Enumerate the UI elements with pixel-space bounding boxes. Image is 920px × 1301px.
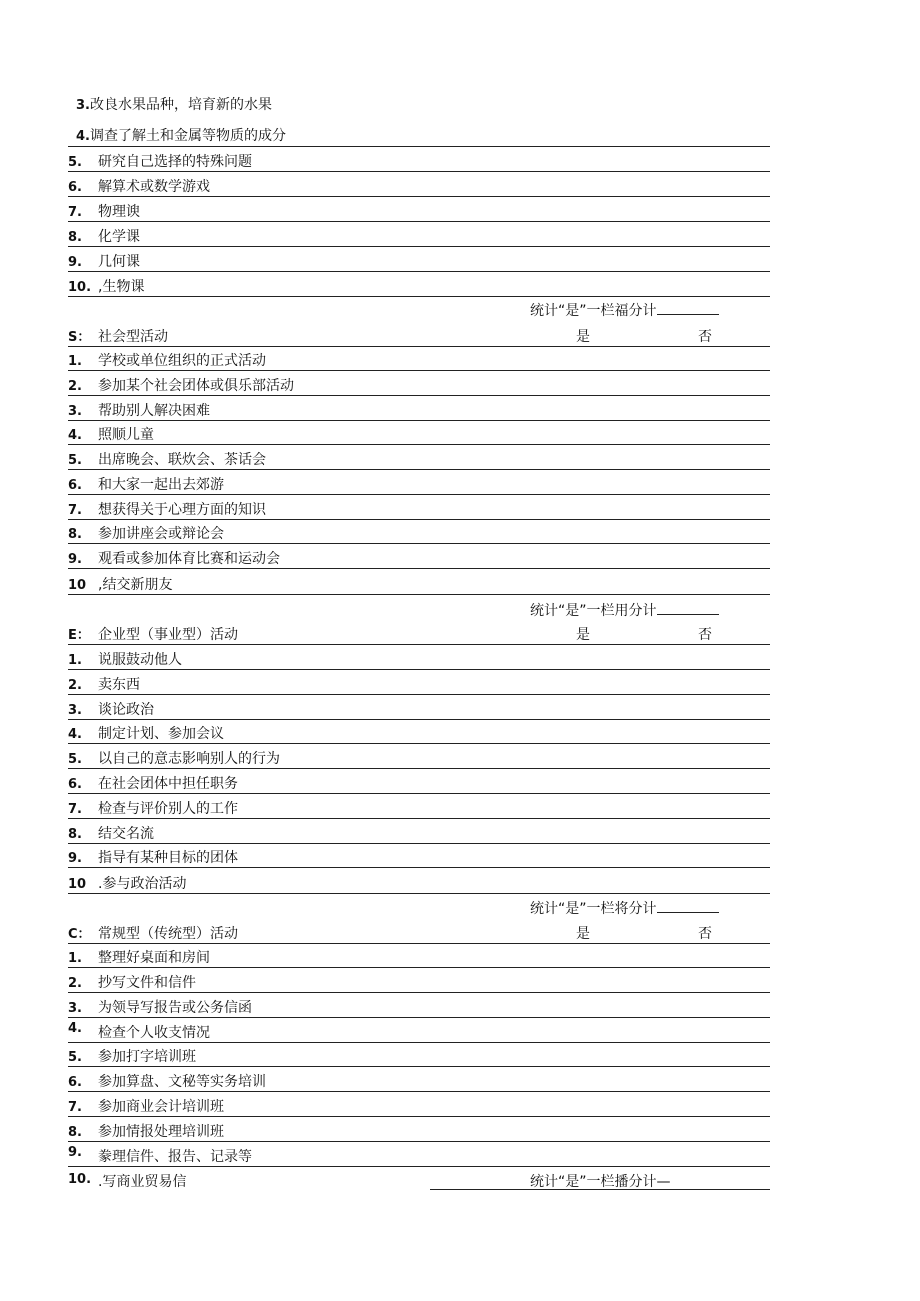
tally-line: 统计“是”一栏播分计— bbox=[530, 1174, 671, 1190]
list-item: 6. 参加算盘、文秘等实务培训 bbox=[68, 1073, 770, 1092]
list-item: 9. 豢理信件、报告、记录等 bbox=[68, 1148, 770, 1167]
list-item: 5. 参加打字培训班 bbox=[68, 1048, 770, 1067]
section-header-c: C： 常规型（传统型）活动 是 否 bbox=[68, 925, 770, 944]
section-header-s: S： 社会型活动 是 否 bbox=[68, 328, 770, 347]
list-item: 10. .写商业贸易信 bbox=[68, 1172, 187, 1190]
tally-line: 统计“是”一栏将分计 bbox=[530, 900, 719, 918]
section-header-e: E： 企业型（事业型）活动 是 否 bbox=[68, 626, 770, 645]
list-item: 7. 物理谀 bbox=[68, 203, 770, 222]
yes-column-label: 是 bbox=[576, 329, 590, 345]
list-item: 7. 想获得关于心理方面的知识 bbox=[68, 501, 770, 520]
list-item: 8. 参加讲座会或辩论会 bbox=[68, 525, 770, 544]
list-item: 5. 出席晚会、联炊会、茶话会 bbox=[68, 451, 770, 470]
yes-column-label: 是 bbox=[576, 627, 590, 643]
preface-item: 4.调查了解土和金属等物质的成分 bbox=[76, 128, 286, 144]
list-item: 2. 抄写文件和信件 bbox=[68, 974, 770, 993]
list-item: 10. ,生物课 bbox=[68, 278, 770, 297]
list-item: 4. 照顺儿童 bbox=[68, 426, 770, 445]
tally-blank[interactable] bbox=[657, 900, 719, 913]
tally-line: 统计“是”一栏福分计 bbox=[530, 302, 719, 320]
list-item: 2. 卖东西 bbox=[68, 676, 770, 695]
list-item: 4. 检查个人收支情况 bbox=[68, 1024, 770, 1043]
list-item: 1. 学校或单位组织的正式活动 bbox=[68, 352, 770, 371]
no-column-label: 否 bbox=[698, 329, 712, 345]
list-item: 3. 为领导写报告或公务信函 bbox=[68, 999, 770, 1018]
list-item: 5. 以自己的意志影响别人的行为 bbox=[68, 750, 770, 769]
list-item: 1. 整理好桌面和房间 bbox=[68, 949, 770, 968]
list-item: 3. 帮助别人解决困难 bbox=[68, 402, 770, 421]
list-item: 7. 检查与评价别人的工作 bbox=[68, 800, 770, 819]
list-item: 9. 几何课 bbox=[68, 253, 770, 272]
row-divider bbox=[68, 146, 770, 147]
list-item: 4. 制定计划、参加会议 bbox=[68, 725, 770, 744]
preface-item: 3.改良水果品种，培育新的水果 bbox=[76, 97, 272, 113]
tally-line: 统计“是”一栏用分计 bbox=[530, 602, 719, 620]
tally-blank[interactable] bbox=[430, 1189, 770, 1190]
tally-blank[interactable] bbox=[657, 602, 719, 615]
list-item: 5. 研究自己选择的特殊问题 bbox=[68, 153, 770, 172]
list-item: 9. 指导有某种目标的团体 bbox=[68, 849, 770, 868]
list-item: 6. 在社会团体中担任职务 bbox=[68, 775, 770, 794]
list-item: 6. 和大家一起出去郊游 bbox=[68, 476, 770, 495]
list-item: 6. 解算术或数学游戏 bbox=[68, 178, 770, 197]
yes-column-label: 是 bbox=[576, 926, 590, 942]
list-item: 1. 说服鼓动他人 bbox=[68, 651, 770, 670]
no-column-label: 否 bbox=[698, 926, 712, 942]
list-item: 8. 参加情报处理培训班 bbox=[68, 1123, 770, 1142]
no-column-label: 否 bbox=[698, 627, 712, 643]
list-item: 8. 结交名流 bbox=[68, 825, 770, 844]
list-item: 9. 观看或参加体育比赛和运动会 bbox=[68, 550, 770, 569]
list-item: 3. 谈论政治 bbox=[68, 701, 770, 720]
tally-blank[interactable] bbox=[657, 302, 719, 315]
list-item: 10 .参与政治活动 bbox=[68, 875, 770, 894]
list-item: 2. 参加某个社会团体或俱乐部活动 bbox=[68, 377, 770, 396]
list-item: 8. 化学课 bbox=[68, 228, 770, 247]
list-item: 7. 参加商业会计培训班 bbox=[68, 1098, 770, 1117]
list-item: 10 ,结交新朋友 bbox=[68, 576, 770, 595]
